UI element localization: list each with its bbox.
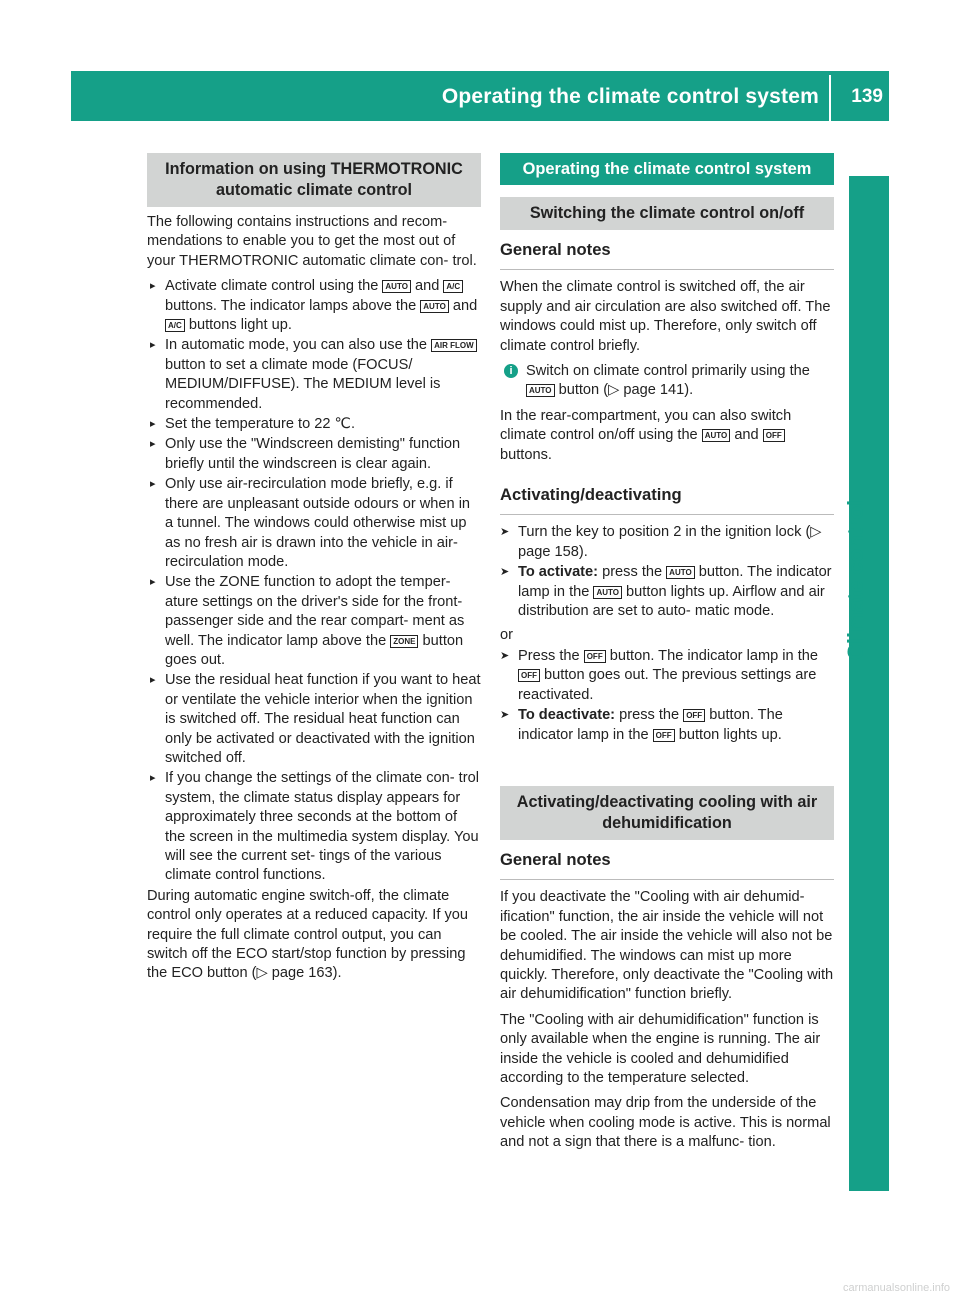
bullet-item: ▸ Activate climate control using the AUTO and A/C buttons. The indicator lamps above the AUTO and A/C buttons light up. [147,277,481,335]
step-2 [500,563,834,621]
left-outro: During automatic engine switch-off, the climate control only operates at a reduced capacity. If you require the full climate control output, you can switch off the ECO start/stop function by pressing the ECO button (▷ page 163). [147,887,468,982]
right-column [500,153,834,1159]
subsection-title-2: Activating/deactivating cooling with air dehumidification [500,786,834,840]
button-symbol-icon: ZONE [390,635,418,648]
bullet-item: ▸ In automatic mode, you can also use the AIR FLOW button to set a climate mode (FOCUS/ MEDIUM/DIFFUSE). The MEDIUM level is recommended. [147,336,481,414]
or-text: or [500,626,513,643]
side-label-text: Climate control [843,499,868,660]
button-symbol-icon: A/C [165,319,185,332]
left-bullet-list [147,277,481,886]
bullet-item: ▸ Set the temperature to 22 ℃. [147,415,481,434]
step-4-text: press the OFF button. The indicator lamp in the OFF button lights up. [518,707,783,743]
activating-heading: Activating/deactivating [500,475,834,515]
header-title: Operating the climate control system [441,85,819,108]
section-title: Operating the climate control system [500,153,834,185]
info-note [500,362,834,401]
step-3: ➤ Press the OFF button. The indicator lamp in the OFF button goes out. The previous settings are reactivated. [500,647,834,705]
button-symbol-icon: AUTO [420,300,449,313]
button-symbol-icon: AIR FLOW [431,339,477,352]
bullet-item: ▸ If you change the settings of the climate con- trol system, the climate status display appears for approximately three seconds at the bottom of the screen in the multimedia system display. You will see the current set- tings of the various climate control functions. [147,769,481,885]
info-icon: i [504,364,518,378]
button-symbol-icon: AUTO [666,566,695,579]
button-symbol-icon: AUTO [593,586,622,599]
side-tab-gap [849,121,889,176]
button-symbol-icon: OFF [518,669,540,682]
button-symbol-icon: OFF [763,429,785,442]
paragraph-2: In the rear-compartment, you can also switch climate control on/off using the AUTO and OFF buttons. [500,407,792,463]
subsection-title-1: Switching the climate control on/off [500,197,834,230]
paragraph-1: When the climate control is switched off, the air supply and air circulation are also switched off. The windows could mist up. Therefore, only switch off climate control briefly. [500,279,831,354]
step-2-label: To activate: [518,564,599,581]
step-1: ➤ Turn the key to position 2 in the ignition lock (▷ page 158). [500,523,834,562]
paragraph-4: The "Cooling with air dehumidification" function is only available when the engine is running. The air inside the vehicle is cooled and dehumidified according to the temperature selected. [500,1011,821,1086]
watermark: carmanualsonline.info [842,1282,950,1294]
info-text: Switch on climate control primarily using the AUTO button (▷ page 141). [526,363,810,399]
step-4-label: To deactivate: [518,707,616,724]
left-intro: The following contains instructions and recom- mendations to enable you to get the most out of your THERMOTRONIC automatic climate con- trol. [147,214,477,269]
left-heading: Information on using THERMOTRONIC automatic climate control [147,153,481,207]
button-symbol-icon: AUTO [526,384,555,397]
paragraph-5: Condensation may drip from the underside of the vehicle when cooling mode is active. This is normal and not a sign that there is a malfunc- tion. [500,1095,831,1151]
header-divider [829,75,831,121]
page-header [71,71,889,121]
bullet-item: ▸ Use the ZONE function to adopt the temper- ature settings on the driver's side for the front-passenger side and the rear compart- ment as well. The indicator lamp above the ZONE button goes out. [147,573,481,670]
bullet-item: ▸ Use the residual heat function if you want to heat or ventilate the vehicle interior when the ignition is switched off. The residual heat function can only be activated or deactivated with the ignition switched off. [147,671,481,768]
button-symbol-icon: AUTO [382,280,411,293]
bullet-item: ▸ Only use air-recirculation mode briefly, e.g. if there are unpleasant outside odours or when in a tunnel. The windows could otherwise mist up as no fresh air is drawn into the vehicle in air-recirculation mode. [147,475,481,572]
general-notes-2: General notes [500,840,834,880]
button-symbol-icon: A/C [443,280,463,293]
button-symbol-icon: OFF [683,709,705,722]
button-symbol-icon: OFF [584,650,606,663]
page-number: 139 [851,86,883,107]
step-4 [500,706,834,745]
left-column [147,153,481,990]
step-2-text: press the AUTO button. The indicator lamp in the AUTO button lights up. Airflow and air distribution are set to auto- matic mode. [518,564,832,620]
button-symbol-icon: AUTO [702,429,731,442]
paragraph-3: If you deactivate the "Cooling with air dehumid- ification" function, the air inside the vehicle will not be cooled. The air inside the vehicle will also not be dehumidified. The windows can mist up more quickly. Therefore, only deactivate the "Cooling with air dehumidification" function briefly. [500,889,834,1003]
button-symbol-icon: OFF [653,729,675,742]
general-notes-1: General notes [500,230,834,270]
bullet-item: ▸ Only use the "Windscreen demisting" function briefly until the windscreen is clear again. [147,435,481,474]
